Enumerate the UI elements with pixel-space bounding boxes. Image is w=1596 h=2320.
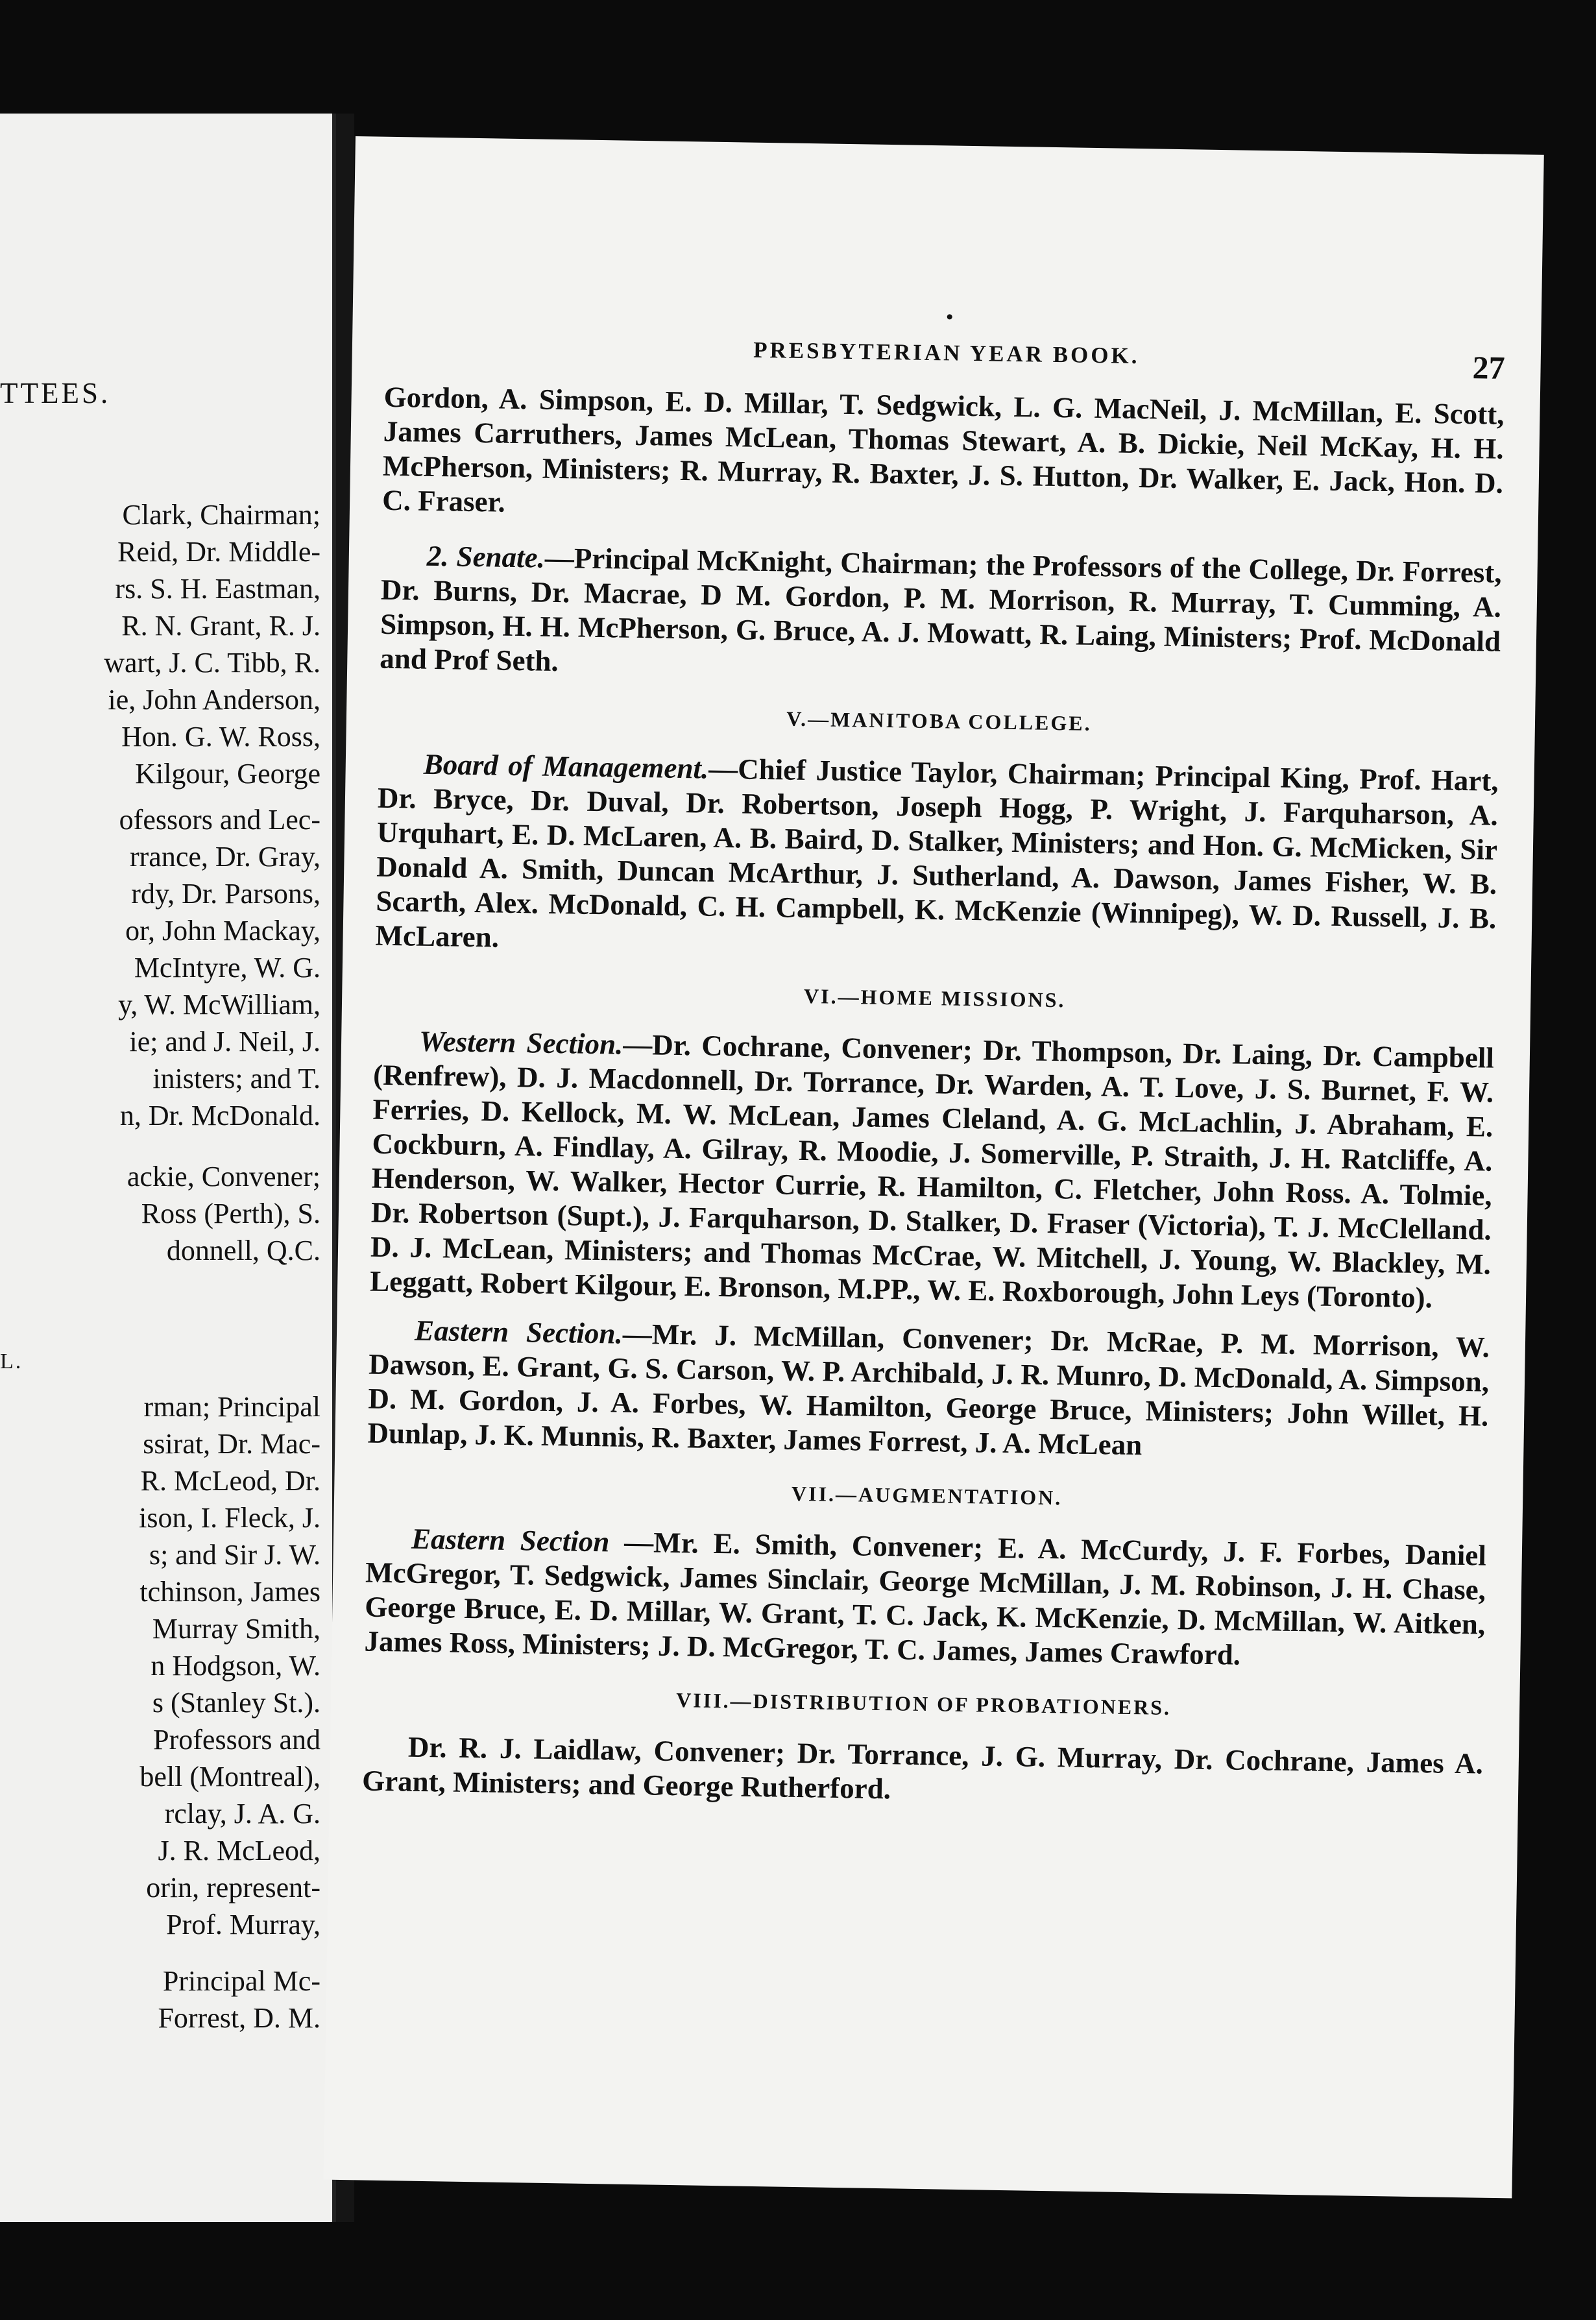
left-page-line: s (Stanley St.). (152, 1687, 320, 1719)
left-page-line: ie; and J. Neil, J. (129, 1026, 320, 1057)
left-page-line: s; and Sir J. W. (149, 1539, 320, 1571)
left-page-line: Kilgour, George (135, 758, 320, 790)
board-paragraph (375, 747, 1499, 971)
left-page-line: rrance, Dr. Gray, (130, 841, 320, 873)
left-page-line: rdy, Dr. Parsons, (131, 878, 320, 910)
left-page-line: ison, I. Fleck, J. (139, 1502, 320, 1534)
western-paragraph (370, 1024, 1494, 1316)
left-page-line: ssirat, Dr. Mac- (143, 1428, 320, 1460)
probationers-paragraph: Dr. R. J. Laidlaw, Convener; Dr. Torrance, J. G. Murray, Dr. Cochrane, James A. Grant, Ministers; and George Rutherford. (361, 1730, 1484, 1806)
left-page-heading: TTEES. (0, 377, 111, 409)
board-text: —Chief Justice Taylor, Chairman; Principal King, Prof. Hart, Dr. Bryce, Dr. Duval, Dr. Robertson, Joseph Hogg, P. Wright, J. Farquharson, A. Urquhart, E. D. McLaren, A. B. Baird, D. Stalker, Ministers; and Hon. G. McMicken, Sir Donald A. Smith, Duncan McArthur, J. Sutherland, A. Dawson, James Fisher, W. B. Scarth, Alex. McDonald, C. H. Campbell, K. McKenzie (Winnipeg), W. D. Russell, J. B. McLaren. (375, 752, 1499, 954)
left-page-line: Principal Mc- (162, 1965, 320, 1997)
left-page-line: bell (Montreal), (139, 1761, 320, 1793)
left-page-line: or, John Mackay, (125, 915, 320, 947)
left-page-line: Murray Smith, (152, 1613, 320, 1645)
left-page-line: J. R. McLeod, (158, 1835, 320, 1867)
left-page-line: n, Dr. McDonald. (119, 1100, 320, 1131)
western-lead: Western Section. (418, 1024, 623, 1061)
page-number: 27 (1472, 349, 1506, 386)
augmentation-text: —Mr. E. Smith, Convener; E. A. McCurdy, J. F. Forbes, Daniel McGregor, T. Sedgwick, James Sinclair, George McMillan, J. M. Robinson, J. H. Chase, George Bruce, E. D. Millar, W. Grant, T. C. Jack, K. McKenzie, D. McMillan, W. Aitken, James Ross, Ministers; J. D. McGregor, T. C. James, James Crawford. (364, 1525, 1487, 1671)
left-page-line: McIntyre, W. G. (134, 952, 320, 984)
left-page-line: Reid, Dr. Middle- (117, 536, 320, 568)
left-page-line: inisters; and T. (152, 1063, 320, 1094)
left-page-line: ackie, Convener; (127, 1161, 320, 1192)
left-page-line: R. McLeod, Dr. (140, 1465, 320, 1497)
left-page-line: Professors and (153, 1724, 320, 1756)
augmentation-lead: Eastern Section (411, 1522, 610, 1558)
left-page-line: R. N. Grant, R. J. (121, 610, 320, 642)
left-page-line: Ross (Perth), S. (141, 1198, 320, 1229)
left-page-line: ie, John Anderson, (108, 684, 320, 716)
section-heading-augmentation: VII.—AUGMENTATION. (791, 1481, 1063, 1510)
section-heading-home-missions: VI.—HOME MISSIONS. (803, 984, 1066, 1012)
senate-lead: 2. Senate. (426, 539, 546, 574)
western-text: —Dr. Cochrane, Convener; Dr. Thompson, Dr. Laing, Dr. Campbell (Renfrew), D. J. Macdonnell, Dr. Torrance, Dr. Warden, A. T. Love, J. S. Burnet, F. W. Ferries, D. Kellock, M. W. McLean, James Cleland, A. G. McLachlin, J. Abraham, E. Cockburn, A. Findlay, A. Gilray, R. Moodie, J. Somerville, P. Straith, J. H. Ratcliffe, A. Henderson, W. Walker, Hector Currie, R. Hamilton, C. Fletcher, John Ross. A. Tolmie, Dr. Robertson (Supt.), J. Farquharson, D. Stalker, D. Fraser (Victoria), T. J. McClelland. D. J. McLean, Ministers; and Thomas McCrae, W. Mitchell, J. Young, W. Blackley, M. Leggatt, Robert Kilgour, E. Bronson, M.PP., W. E. Roxborough, John Leys (Toronto). (369, 1028, 1495, 1314)
left-page-line: y, W. McWilliam, (118, 989, 320, 1021)
section-heading-probationers: VIII.—DISTRIBUTION OF PROBATIONERS. (675, 1688, 1172, 1720)
eastern-text: —Mr. J. McMillan, Convener; Dr. McRae, P. M. Morrison, W. Dawson, E. Grant, G. S. Carson, W. P. Archibald, J. R. Munro, D. McDonald, A. Simpson, D. M. Gordon, J. A. Forbes, W. Hamilton, George Bruce, Ministers; John Willet, H. Dunlap, J. K. Munnis, R. Baxter, James Forrest, J. A. McLean (367, 1317, 1490, 1462)
running-head: PRESBYTERIAN YEAR BOOK. (753, 337, 1140, 369)
left-page-line: ofessors and Lec- (119, 804, 320, 836)
left-page-line: n Hodgson, W. (151, 1650, 320, 1682)
augmentation-paragraph (364, 1521, 1486, 1676)
eastern-paragraph (367, 1313, 1490, 1468)
eastern-lead: Eastern Section. (414, 1314, 623, 1350)
right-page (324, 136, 1544, 2198)
board-lead: Board of Management. (423, 747, 709, 785)
left-page-line: orin, represent- (146, 1872, 320, 1903)
left-page-line: Forrest, D. M. (158, 2002, 320, 2034)
left-page-line: rs. S. H. Eastman, (115, 573, 320, 605)
section-heading-manitoba: V.—MANITOBA COLLEGE. (786, 707, 1092, 735)
left-page-line: rman; Principal (143, 1391, 320, 1423)
continued-paragraph: Gordon, A. Simpson, E. D. Millar, T. Sedgwick, L. G. MacNeil, J. McMillan, E. Scott, James Carruthers, James McLean, Thomas Stewart, A. B. Dickie, Neil McKay, H. H. McPherson, Ministers; R. Murray, R. Baxter, J. S. Hutton, Dr. Walker, E. Jack, Hon. D. C. Fraser. (381, 380, 1505, 518)
senate-text: —Principal McKnight, Chairman; the Professors of the College, Dr. Forrest, Dr. Burns, Dr. Macrae, D M. Gordon, P. M. Morrison, R. Murray, T. Cumming, A. Simpson, H. H. McPherson, G. Bruce, A. J. Mowatt, R. Laing, Ministers; Prof. McDonald and Prof Seth. (379, 541, 1503, 678)
left-section-heading: L. (0, 1349, 23, 1373)
left-page-line: tchinson, James (139, 1576, 320, 1608)
left-page-line: Clark, Chairman; (122, 499, 320, 531)
senate-paragraph (380, 538, 1502, 694)
left-page-line: rclay, J. A. G. (164, 1798, 320, 1830)
left-page-line: Prof. Murray, (166, 1909, 320, 1940)
page-body (362, 380, 1505, 1816)
page-mark (947, 314, 952, 319)
left-page-line: wart, J. C. Tibb, R. (104, 647, 320, 679)
left-page-fragment (0, 114, 336, 2222)
left-page-line: donnell, Q.C. (166, 1235, 320, 1266)
left-page-line: Hon. G. W. Ross, (121, 721, 320, 753)
